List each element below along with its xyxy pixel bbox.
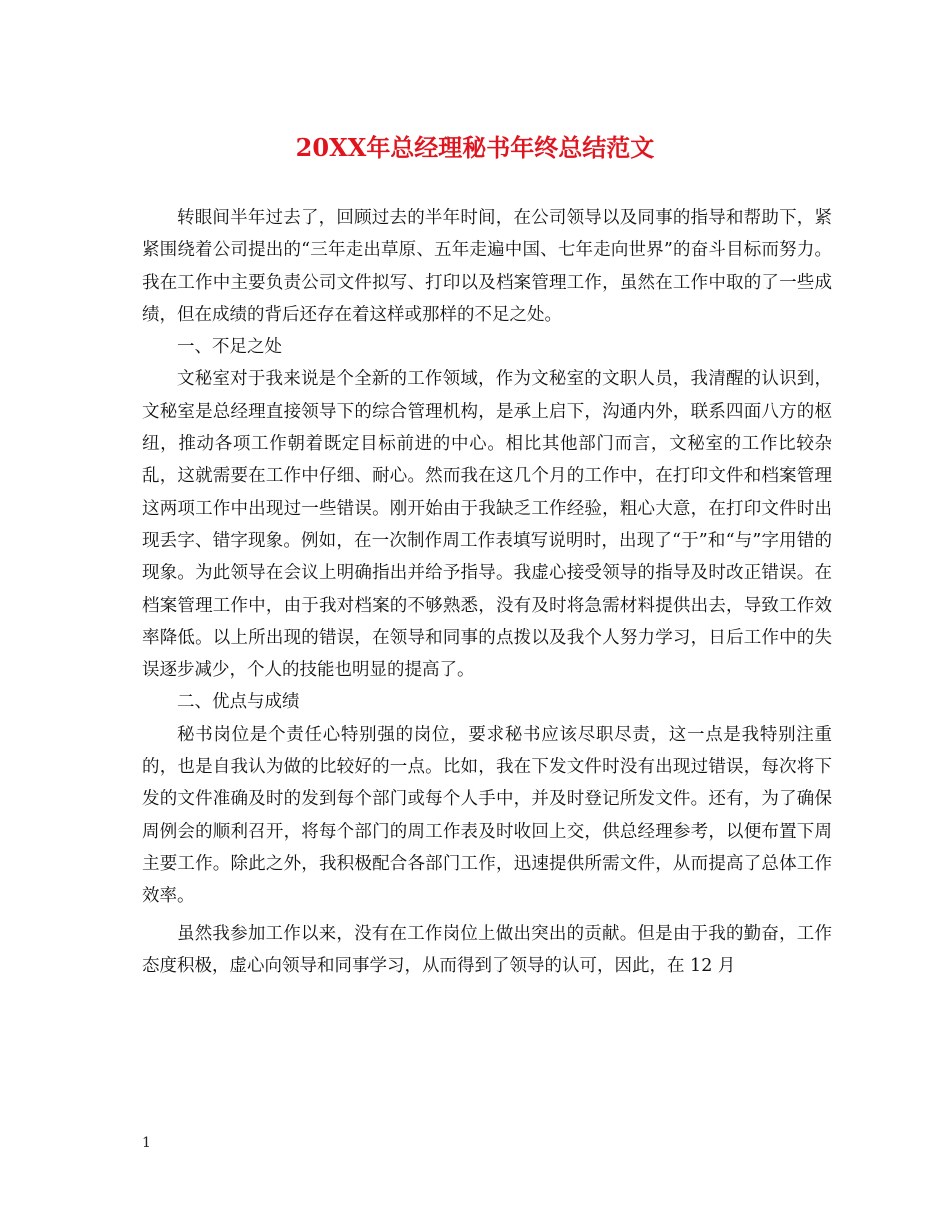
document-title: 20XX年总经理秘书年终总结范文 xyxy=(295,133,655,162)
section-heading-shortcomings: 一、不足之处 xyxy=(177,337,282,358)
page-number: 1 xyxy=(142,1135,151,1151)
document-body xyxy=(142,202,832,982)
section-heading-strengths: 二、优点与成绩 xyxy=(177,692,300,713)
paragraph-closing: 虽然我参加工作以来，没有在工作岗位上做出突出的贡献。但是由于我的勤奋，工作态度积极，虚心向领导和同事学习，从而得到了领导的认可，因此，在 12 月 xyxy=(142,923,832,976)
paragraph-intro: 转眼间半年过去了，回顾过去的半年时间，在公司领导以及同事的指导和帮助下，紧紧围绕着公司提出的“三年走出草原、五年走遍中国、七年走向世界”的奋斗目标而努力。我在工作中主要负责公司文件拟写、打印以及档案管理工作，虽然在工作中取的了一些成绩，但在成绩的背后还存在着这样或那样的不足之处。 xyxy=(142,208,832,325)
paragraph-shortcomings: 文秘室对于我来说是个全新的工作领域，作为文秘室的文职人员，我清醒的认识到，文秘室是总经理直接领导下的综合管理机构，是承上启下，沟通内外，联系四面八方的枢纽，推动各项工作朝着既定目标前进的中心。相比其他部门而言，文秘室的工作比较杂乱，这就需要在工作中仔细、耐心。然而我在这几个月的工作中，在打印文件和档案管理这两项工作中出现过一些错误。刚开始由于我缺乏工作经验，粗心大意，在打印文件时出现丢字、错字现象。例如，在一次制作周工作表填写说明时，出现了“于”和“与”字用错的现象。为此领导在会议上明确指出并给予指导。我虚心接受领导的指导及时改正错误。在档案管理工作中，由于我对档案的不够熟悉，没有及时将急需材料提供出去，导致工作效率降低。以上所出现的错误，在领导和同事的点拨以及我个人努力学习，日后工作中的失误逐步减少，个人的技能也明显的提高了。 xyxy=(142,369,832,681)
paragraph-strengths: 秘书岗位是个责任心特别强的岗位，要求秘书应该尽职尽责，这一点是我特别注重的，也是自我认为做的比较好的一点。比如，我在下发文件时没有出现过错误，每次将下发的文件准确及时的发到每个部门或每个人手中，并及时登记所发文件。还有，为了确保周例会的顺利召开，将每个部门的周工作表及时收回上交，供总经理参考，以便布置下周主要工作。除此之外，我积极配合各部门工作，迅速提供所需文件，从而提高了总体工作效率。 xyxy=(142,724,832,907)
